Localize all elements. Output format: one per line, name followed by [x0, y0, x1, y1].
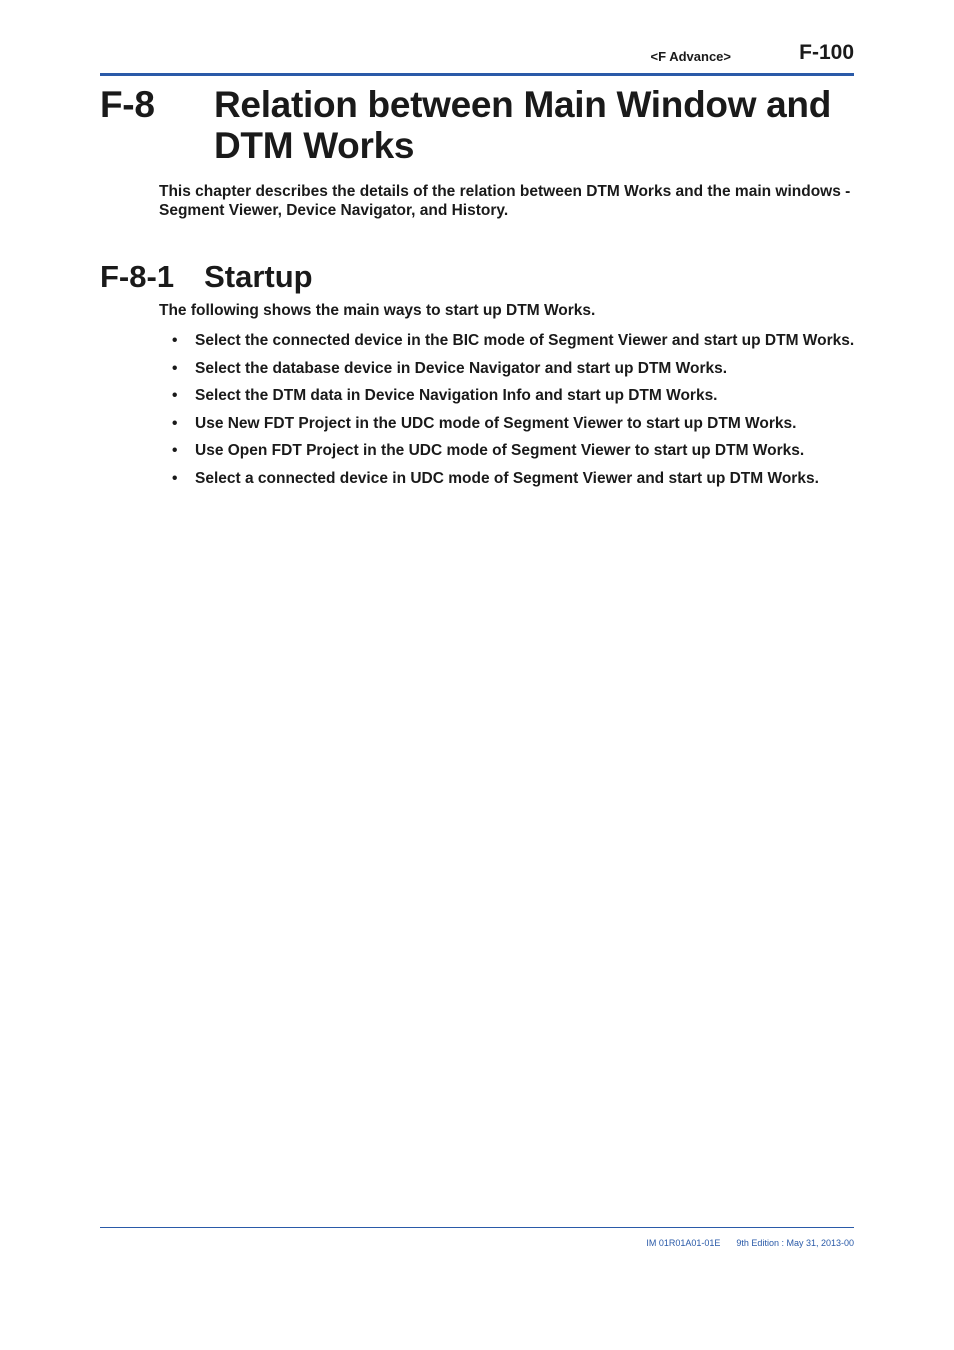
bullet-icon: • [172, 442, 178, 459]
list-item-text: Use Open FDT Project in the UDC mode of Segment Viewer to start up DTM Works. [195, 442, 805, 459]
list-item [159, 386, 859, 405]
list-item-text: Select the database device in Device Navigator and start up DTM Works. [195, 359, 728, 377]
chapter-title-text: Relation between Main Window and DTM Works [214, 84, 832, 166]
list-item-text: Select the DTM data in Device Navigation Info and start up DTM Works. [195, 387, 718, 404]
bullet-icon: • [172, 469, 178, 487]
footer-doc-id: IM 01R01A01-01E [646, 1238, 721, 1248]
section-title [100, 258, 313, 296]
page-footer [646, 1238, 854, 1248]
list-item [159, 469, 859, 488]
bullet-icon: • [172, 387, 178, 404]
section-title-text: Startup [204, 259, 313, 294]
list-item-text: Use New FDT Project in the UDC mode of Segment Viewer to start up DTM Works. [195, 414, 797, 432]
page-header [100, 40, 854, 76]
list-item [159, 414, 859, 433]
bullet-icon: • [172, 359, 178, 377]
section-lead: The following shows the main ways to start up DTM Works. [159, 302, 596, 319]
bullet-icon: • [172, 414, 178, 432]
list-item [159, 331, 859, 350]
header-rule [100, 73, 854, 76]
section-number: F-8-1 [100, 259, 175, 294]
list-item-text: Select a connected device in UDC mode of Segment Viewer and start up DTM Works. [195, 469, 819, 487]
footer-rule [100, 1227, 854, 1228]
header-page-number: F-100 [799, 41, 854, 64]
list-item-text: Select the connected device in the BIC mode of Segment Viewer and start up DTM Works. [195, 332, 855, 349]
chapter-number: F-8 [100, 84, 155, 125]
chapter-intro: This chapter describes the details of the relation between DTM Works and the main windows - Segment Viewer, Device Navigator, and History. [159, 183, 851, 219]
bullet-icon: • [172, 332, 178, 349]
list-item [159, 359, 859, 378]
header-section-name: <F Advance> [650, 49, 731, 64]
list-item [159, 441, 859, 460]
footer-edition: 9th Edition : May 31, 2013-00 [736, 1238, 854, 1248]
startup-list [159, 331, 859, 496]
